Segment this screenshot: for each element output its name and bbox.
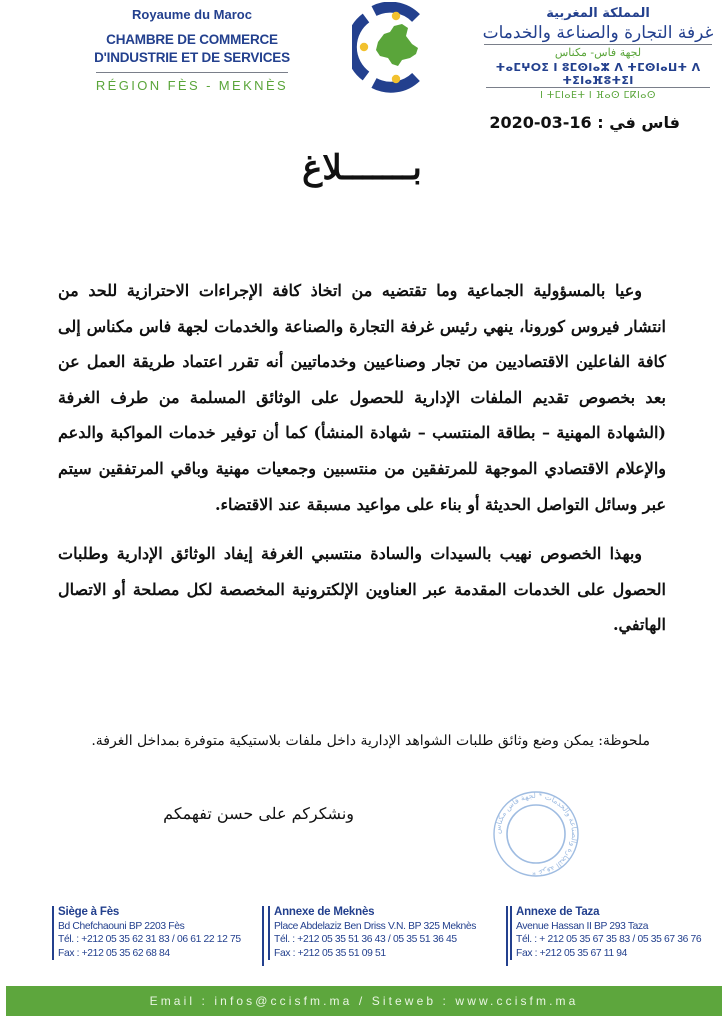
header-divider-tifinagh <box>486 87 710 88</box>
document-date: فاس في : 16-03-2020 <box>489 113 680 132</box>
region-map-shape <box>376 24 418 66</box>
header-arabic-block <box>478 6 718 101</box>
region-name-fr: RÉGION FÈS - MEKNÈS <box>95 78 289 93</box>
official-stamp-icon <box>492 790 580 878</box>
document-body <box>58 273 666 643</box>
region-name-tifinagh: ⵏ ⵜⵎⵏⴰⴹⵜ ⵏ ⴼⴰⵙ ⵎⴽⵏⴰⵙ <box>540 90 656 101</box>
office-name: Annexe de Taza <box>516 906 600 918</box>
office-meknes <box>268 906 510 960</box>
office-name: Annexe de Meknès <box>274 906 375 918</box>
footer-divider <box>262 906 264 966</box>
header-divider <box>96 72 288 73</box>
logo-dot-bottom <box>392 75 400 83</box>
office-address: Place Abdelaziz Ben Driss V.N. BP 325 Meknès <box>274 920 477 932</box>
body-paragraph: وبهذا الخصوص نهيب بالسيدات والسادة منتسبي الغرفة إيفاد الوثائق الإدارية وطلبات الحصول على الخدمات المقدمة عبر العناوين الإلكترونية المخصصة لكل مصلحة أو الاتصال الهاتفي. <box>58 544 666 635</box>
closing-line: ونشكركم على حسن تفهمكم <box>163 804 354 823</box>
document-title: بـــــــلاغ <box>302 148 422 188</box>
chamber-name-fr <box>92 31 292 67</box>
contact-bar: Email : infos@ccisfm.ma / Siteweb : www.ccisfm.ma <box>6 986 722 1016</box>
chamber-name-tifinagh: ⵜⴰⵎⵖⵔⵉ ⵏ ⵓⵎⵙⵏⴰⵣ ⴷ ⵜⵎⵙⵏⴰⵡⵜ ⴷ ⵜⵉⵏⴰⴼⵓⵜⵉⵏ <box>495 61 701 87</box>
header-french-block <box>92 6 292 93</box>
document-note: ملحوظة: يمكن وضع وثائق طلبات الشواهد الإدارية داخل ملفات بلاستيكية متوفرة بمداخل الغرفة. <box>91 733 650 749</box>
header-divider-ar <box>484 44 712 45</box>
office-address: Avenue Hassan II BP 293 Taza <box>516 920 649 932</box>
office-taza <box>510 906 724 960</box>
chamber-name-ar: غرفة التجارة والصناعة والخدمات <box>482 23 714 43</box>
logo-dot-top <box>392 12 400 20</box>
svg-text:غرفة التجارة والصناعة والخدمات <box>493 791 579 877</box>
stamp-text: غرفة التجارة والصناعة والخدمات * لجهة فاس مكناس * <box>492 790 580 878</box>
kingdom-name-fr: Royaume du Maroc <box>132 7 252 22</box>
office-address: Bd Chefchaouni BP 2203 Fès <box>58 920 185 932</box>
footer-divider <box>506 906 508 966</box>
office-fax: Fax : +212 05 35 67 11 94 <box>516 947 627 959</box>
chamber-name-fr-line2: D'INDUSTRIE ET DE SERVICES <box>94 50 290 65</box>
logo-dot-left <box>360 43 368 51</box>
office-tel: Tél. : + 212 05 35 67 35 83 / 05 35 67 36 76 <box>516 934 702 945</box>
office-fax: Fax : +212 05 35 51 09 51 <box>274 947 386 959</box>
ccis-logo-icon <box>352 2 432 94</box>
office-fes <box>52 906 264 960</box>
office-tel: Tél. : +212 05 35 51 36 43 / 05 35 51 36 45 <box>274 934 457 945</box>
office-tel: Tél. : +212 05 35 62 31 83 / 06 61 22 12 75 <box>58 934 241 945</box>
office-fax: Fax : +212 05 35 62 68 84 <box>58 947 170 959</box>
office-name: Siège à Fès <box>58 906 120 918</box>
chamber-name-fr-line1: CHAMBRE DE COMMERCE <box>106 32 278 47</box>
region-name-ar: لجهة فاس- مكناس <box>554 46 642 59</box>
kingdom-name-ar: المملكة المغربية <box>546 6 650 21</box>
body-paragraph: وعيا بالمسؤولية الجماعية وما تقتضيه من اتخاذ كافة الإجراءات الاحترازية للحد من انتشار فيروس كورونا، ينهي رئيس غرفة التجارة والصناعة والخدمات لجهة فاس مكناس إلى كافة الفاعلين الاقتصاديين من تجار وصناعيين وخدماتيين أنه تقرر اعتماد طريقة العمل عن بعد بخصوص تقديم الملفات الإدارية للحصول على الوثائق المسلمة من طرف الغرفة (الشهادة المهنية – بطاقة المنتسب – شهادة المنشأ) كما أن توفير خدمات المواكبة والدعم والإعلام الاقتصادي الموجهة للمرتفقين من منتسبين وجمعيات مهنية وباقي المرتفقين سيتم عبر وسائل التواصل الحديثة أو بناء على مواعيد مسبقة عند الاقتضاء. <box>58 281 667 514</box>
